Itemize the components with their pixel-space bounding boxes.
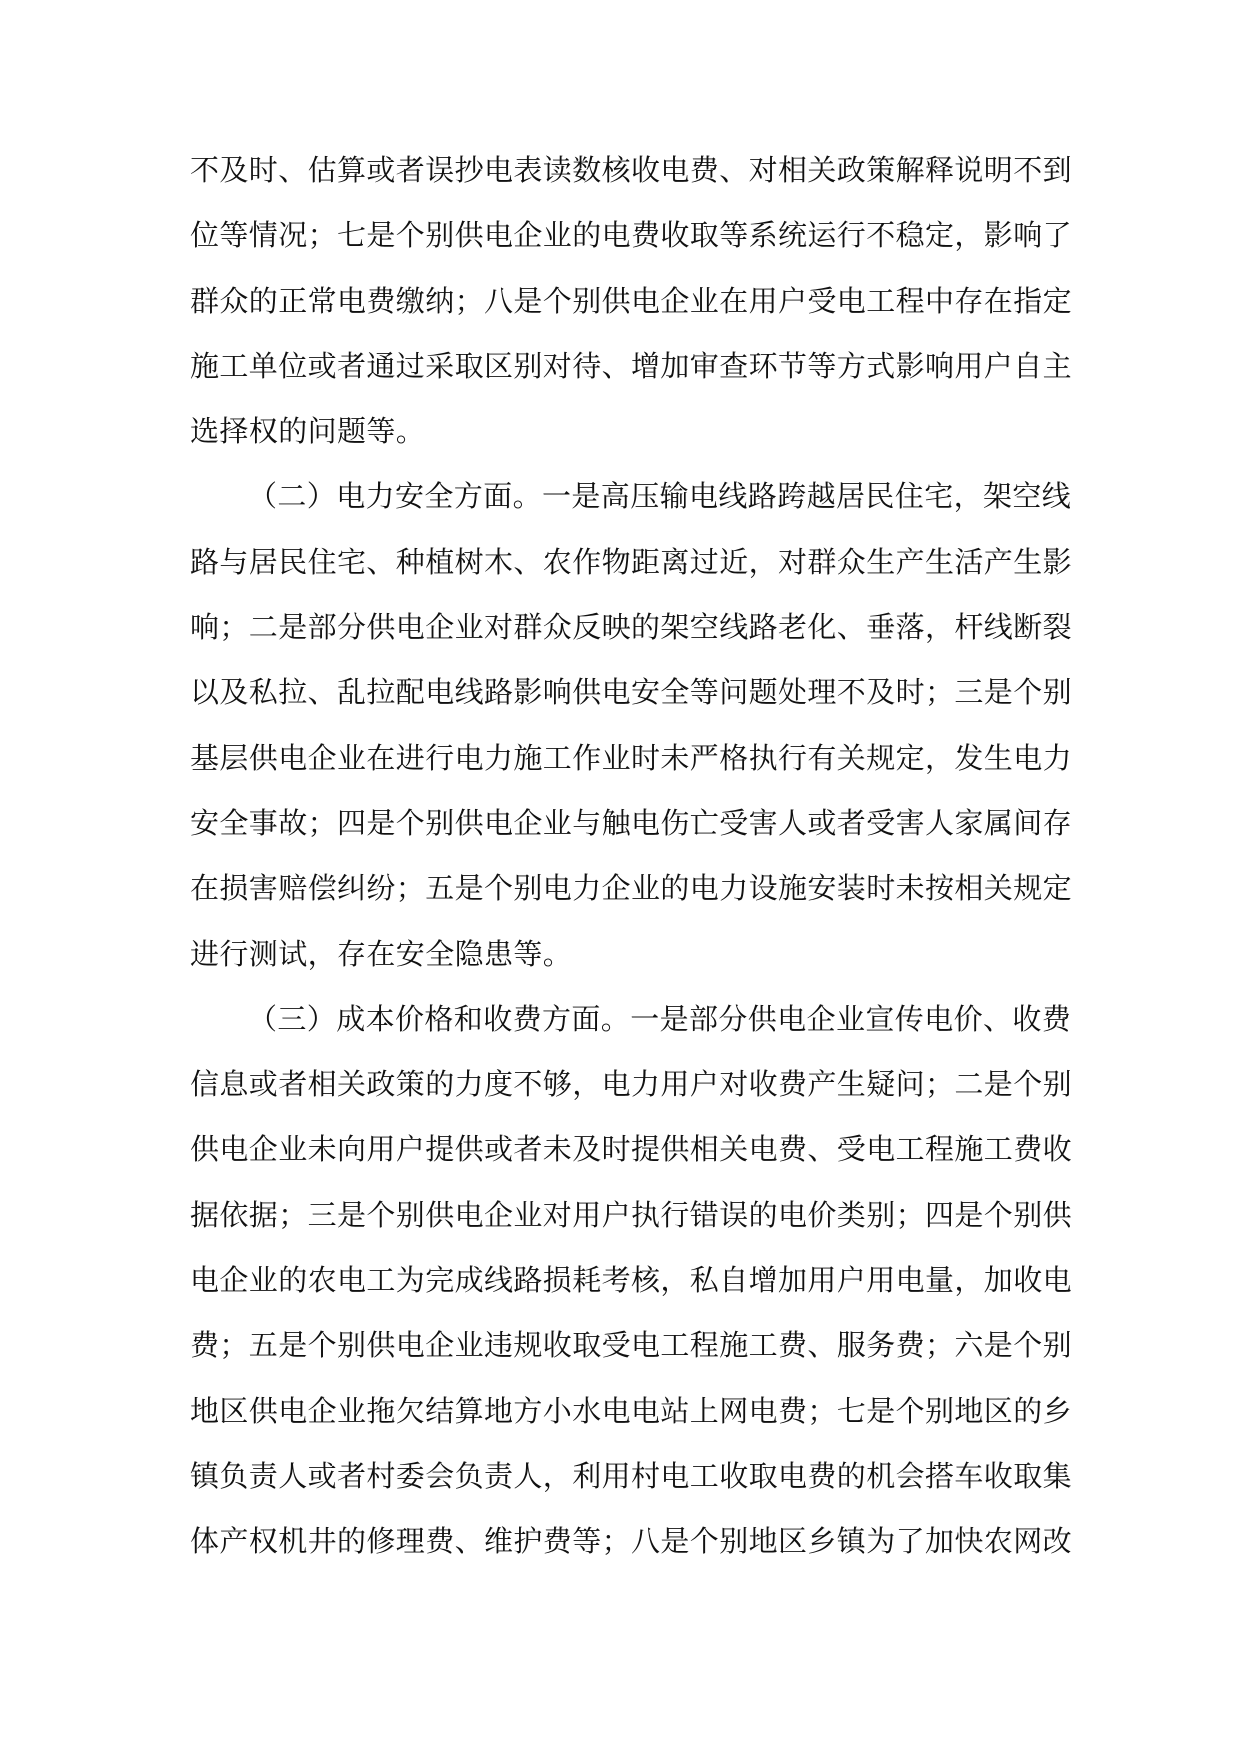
text-line: 地区供电企业拖欠结算地方小水电电站上网电费；七是个别地区的乡 [190,1393,1073,1428]
text-line: 电企业的农电工为完成线路损耗考核，私自增加用户用电量，加收电 [190,1263,1073,1298]
body-text [190,138,1073,1575]
text-line: 路与居民住宅、种植树木、农作物距离过近，对群众生产生活产生影 [190,544,1073,579]
paragraph-first-line: （二）电力安全方面。一是高压输电线路跨越居民住宅，架空线 [248,479,1072,514]
text-line: 施工单位或者通过采取区别对待、增加审查环节等方式影响用户自主 [190,348,1073,383]
text-line: 体产权机井的修理费、维护费等；八是个别地区乡镇为了加快农网改 [190,1524,1073,1559]
text-line: 在损害赔偿纠纷；五是个别电力企业的电力设施安装时未按相关规定 [190,871,1073,906]
text-line: 基层供电企业在进行电力施工作业时未严格执行有关规定，发生电力 [190,740,1073,775]
text-line: 不及时、估算或者误抄电表读数核收电费、对相关政策解释说明不到 [190,153,1073,187]
text-line: 选择权的问题等。 [190,414,426,449]
text-line: 进行测试，存在安全隐患等。 [190,936,573,971]
paragraph-first-line: （三）成本价格和收费方面。一是部分供电企业宣传电价、收费 [248,1001,1072,1036]
text-line: 安全事故；四是个别供电企业与触电伤亡受害人或者受害人家属间存 [190,805,1073,840]
text-line: 信息或者相关政策的力度不够，电力用户对收费产生疑问；二是个别 [190,1067,1073,1102]
text-line: 响；二是部分供电企业对群众反映的架空线路老化、垂落，杆线断裂 [190,610,1073,645]
text-line: 据依据；三是个别供电企业对用户执行错误的电价类别；四是个别供 [190,1197,1073,1232]
text-line: 以及私拉、乱拉配电线路影响供电安全等问题处理不及时；三是个别 [190,675,1073,710]
text-line: 供电企业未向用户提供或者未及时提供相关电费、受电工程施工费收 [190,1132,1073,1167]
text-line: 位等情况；七是个别供电企业的电费收取等系统运行不稳定，影响了 [190,218,1073,253]
text-line: 费；五是个别供电企业违规收取受电工程施工费、服务费；六是个别 [190,1328,1073,1363]
text-line: 群众的正常电费缴纳；八是个别供电企业在用户受电工程中存在指定 [190,283,1073,318]
text-line: 镇负责人或者村委会负责人，利用村电工收取电费的机会搭车收取集 [190,1458,1073,1493]
